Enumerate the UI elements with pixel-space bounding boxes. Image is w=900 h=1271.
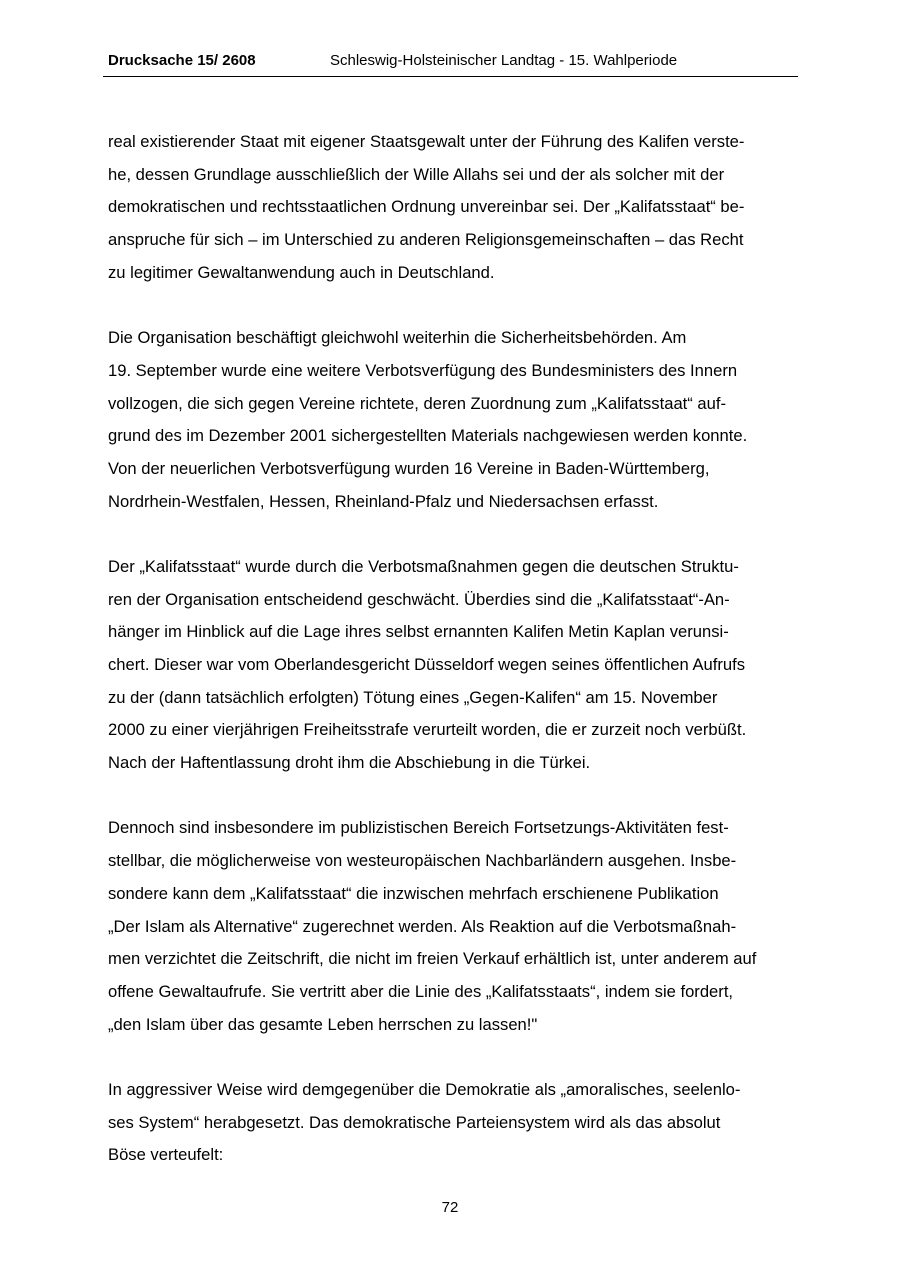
paragraph xyxy=(108,812,798,1041)
text-line: 19. September wurde eine weitere Verbotsverfügung des Bundesministers des Innern xyxy=(108,360,738,380)
text-line: he, dessen Grundlage ausschließlich der Wille Allahs sei und der als solcher mit der xyxy=(108,164,725,184)
text-line: hänger im Hinblick auf die Lage ihres selbst ernannten Kalifen Metin Kaplan verunsi- xyxy=(108,622,729,642)
text-line: anspruche für sich – im Unterschied zu anderen Religionsgemeinschaften – das Recht xyxy=(108,230,744,250)
header-divider xyxy=(103,76,798,77)
text-line: chert. Dieser war vom Oberlandesgericht Düsseldorf wegen seines öffentlichen Aufrufs xyxy=(108,655,746,674)
text-line: zu der (dann tatsächlich erfolgten) Tötung eines „Gegen-Kalifen“ am 15. November xyxy=(108,687,718,707)
paragraph-gap xyxy=(108,289,798,322)
text-line: stellbar, die möglicherweise von westeuropäischen Nachbarländern ausgehen. Insbe- xyxy=(108,851,737,871)
page-header xyxy=(108,52,798,74)
text-line: Die Organisation beschäftigt gleichwohl weiterhin die Sicherheitsbehörden. Am xyxy=(108,328,687,348)
text-line: Von der neuerlichen Verbotsverfügung wurden 16 Vereine in Baden-Württemberg, xyxy=(108,458,710,478)
text-line: „den Islam über das gesamte Leben herrschen zu lassen!" xyxy=(108,1014,538,1034)
paragraph xyxy=(108,1074,798,1172)
text-line: grund des im Dezember 2001 sichergestellten Materials nachgewiesen werden konnte. xyxy=(108,426,748,446)
text-line: offene Gewaltaufrufe. Sie vertritt aber die Linie des „Kalifatsstaats“, indem sie fordert, xyxy=(108,981,734,1001)
document-number: Drucksache 15/ 2608 xyxy=(108,52,256,69)
text-line: Nordrhein-Westfalen, Hessen, Rheinland-Pfalz und Niedersachsen erfasst. xyxy=(108,491,659,511)
text-line: real existierender Staat mit eigener Staatsgewalt unter der Führung des Kalifen verste- xyxy=(108,132,745,151)
text-line: Der „Kalifatsstaat“ wurde durch die Verbotsmaßnahmen gegen die deutschen Struktu- xyxy=(108,556,739,576)
page-number: 72 xyxy=(441,1199,459,1216)
text-line: ren der Organisation entscheidend geschwächt. Überdies sind die „Kalifatsstaat“-An- xyxy=(108,589,730,609)
paragraph-gap xyxy=(108,780,798,813)
text-line: zu legitimer Gewaltanwendung auch in Deutschland. xyxy=(108,262,495,282)
paragraph xyxy=(108,551,798,780)
text-line: Böse verteufelt: xyxy=(108,1145,224,1165)
paragraph xyxy=(108,322,798,518)
text-line: ses System“ herabgesetzt. Das demokratische Parteiensystem wird als das absolut xyxy=(108,1112,721,1132)
text-line: men verzichtet die Zeitschrift, die nicht im freien Verkauf erhältlich ist, unter anderem auf xyxy=(108,949,757,969)
text-line: demokratischen und rechtsstaatlichen Ordnung unvereinbar sei. Der „Kalifatsstaat“ be- xyxy=(108,197,745,217)
text-line: sondere kann dem „Kalifatsstaat“ die inzwischen mehrfach erschienene Publikation xyxy=(108,883,719,903)
header-title: Schleswig-Holsteinischer Landtag - 15. Wahlperiode xyxy=(330,52,678,69)
text-line: Dennoch sind insbesondere im publizistischen Bereich Fortsetzungs-Aktivitäten fest- xyxy=(108,818,729,838)
text-line: vollzogen, die sich gegen Vereine richtete, deren Zuordnung zum „Kalifatsstaat“ auf- xyxy=(108,393,727,413)
text-line: 2000 zu einer vierjährigen Freiheitsstrafe verurteilt worden, die er zurzeit noch verbüßt. xyxy=(108,720,747,740)
paragraph-gap xyxy=(108,518,798,551)
text-line: Nach der Haftentlassung droht ihm die Abschiebung in die Türkei. xyxy=(108,753,591,773)
text-line: „Der Islam als Alternative“ zugerechnet werden. Als Reaktion auf die Verbotsmaßnah- xyxy=(108,916,737,936)
paragraph-gap xyxy=(108,1041,798,1074)
body-text xyxy=(108,126,798,1172)
paragraph xyxy=(108,126,798,289)
text-line: In aggressiver Weise wird demgegenüber die Demokratie als „amoralisches, seelenlo- xyxy=(108,1079,741,1099)
